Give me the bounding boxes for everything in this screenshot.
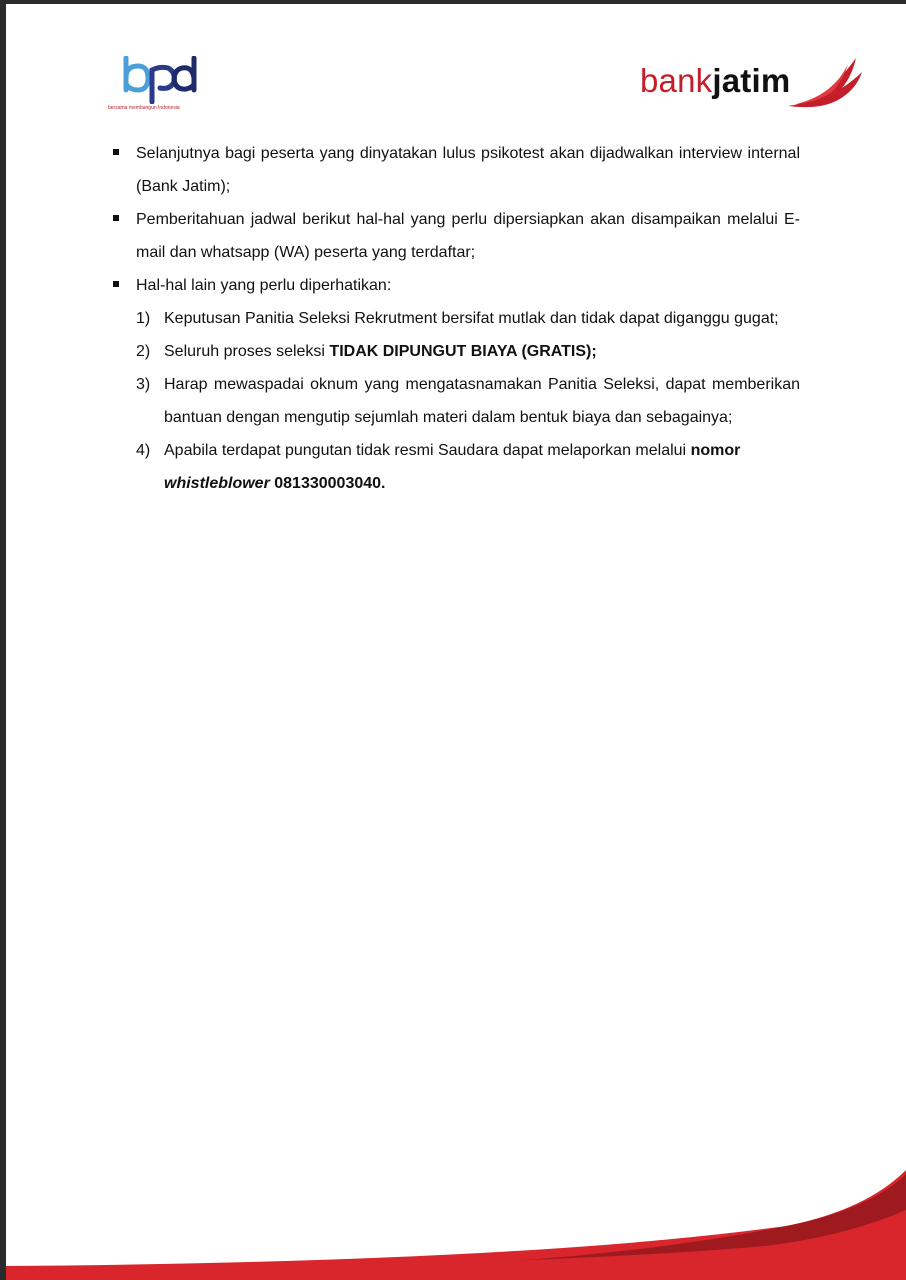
list-number: 3) [136,376,151,393]
free-notice: TIDAK DIPUNGUT BIAYA (GRATIS); [329,343,597,360]
bankjatim-wordmark [640,62,790,100]
list-item [136,302,800,335]
bullet-text: Hal-hal lain yang perlu diperhatikan: [136,277,392,294]
bankjatim-word-bank: bank [640,62,713,99]
numbered-list [136,302,800,500]
bpd-logo [106,56,226,116]
bpd-logo-icon [120,56,200,104]
whistleblower-label: whistleblower [164,475,270,492]
footer-swoosh [6,1170,906,1280]
bullet-item [110,137,800,203]
list-number: 2) [136,343,151,360]
bullet-text: Pemberitahuan jadwal berikut hal-hal yang perlu dipersiapkan akan disampaikan melalui E-mail dan whatsapp (WA) peserta yang terdaftar; [136,211,800,261]
list-text: Keputusan Panitia Seleksi Rekrutment bersifat mutlak dan tidak dapat diganggu gugat; [164,310,779,327]
whistleblower-number: 081330003040. [274,475,386,492]
list-number: 1) [136,310,151,327]
list-text: Apabila terdapat pungutan tidak resmi Saudara dapat melaporkan melalui [164,442,691,459]
content-body [110,137,800,500]
list-item [136,368,800,434]
nomor-label: nomor [690,442,741,459]
bullet-text: Selanjutnya bagi peserta yang dinyatakan lulus psikotest akan dijadwalkan interview internal (Bank Jatim); [136,145,800,195]
list-text: Seluruh proses seleksi [164,343,330,360]
document-page [6,4,906,1280]
list-text: Harap mewaspadai oknum yang mengatasnamakan Panitia Seleksi, dapat memberikan bantuan dengan mengutip sejumlah materi dalam bentuk biaya dan sebagainya; [164,376,800,426]
list-item [136,335,800,368]
list-number: 4) [136,442,151,459]
bankjatim-logo [636,54,866,114]
bullet-item [110,269,800,302]
list-item [136,434,800,500]
bankjatim-word-jatim: jatim [712,62,791,99]
bankjatim-wing-icon [786,54,864,114]
bpd-tagline: bersama membangun Indonesia [108,105,180,111]
bullet-item [110,203,800,269]
